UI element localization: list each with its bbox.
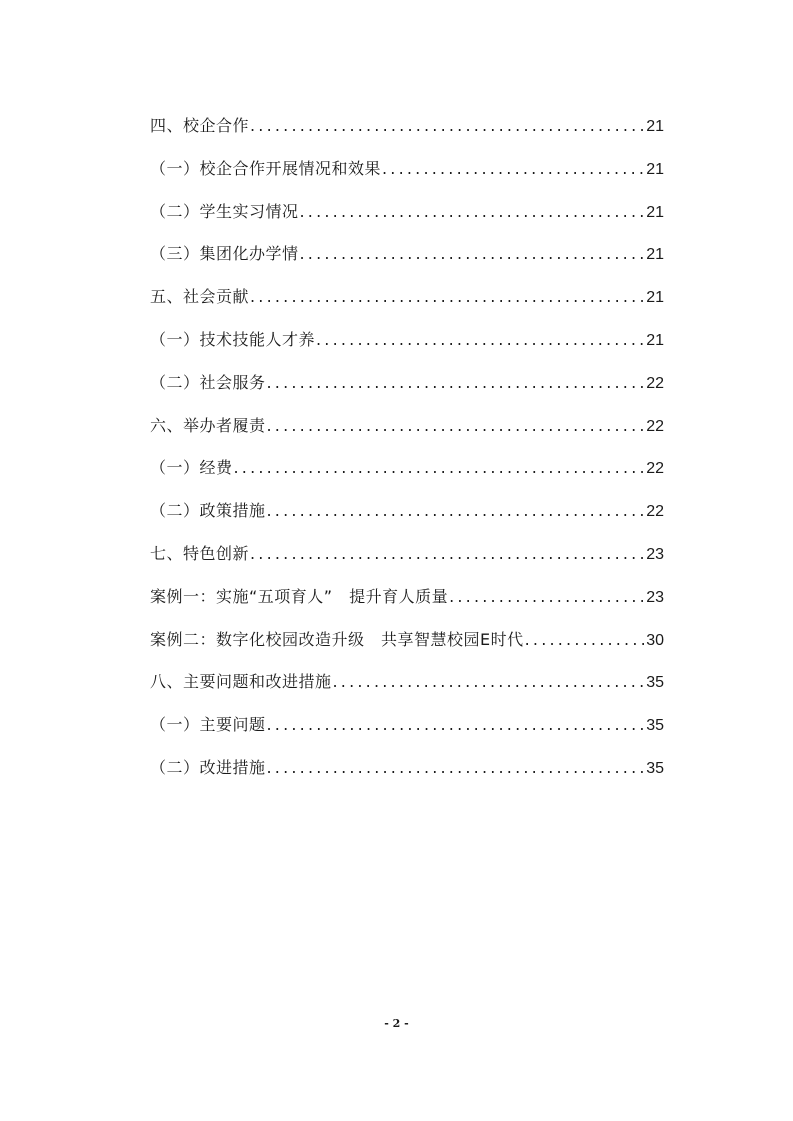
toc-entry-title: （二）学生实习情况 [150, 201, 299, 221]
toc-entry[interactable] [150, 113, 664, 156]
toc-leader-dots [382, 159, 644, 178]
toc-entry-title: （三）集团化办学情 [150, 244, 299, 264]
toc-leader-dots [234, 458, 645, 477]
toc-leader-dots [300, 202, 645, 221]
toc-entry-page: 21 [646, 331, 664, 349]
toc-entry-page: 22 [646, 503, 664, 521]
toc-entry[interactable] [150, 156, 664, 199]
toc-entry-page: 22 [646, 374, 664, 392]
toc-entry[interactable] [150, 755, 664, 798]
toc-entry-title: （二）政策措施 [150, 501, 266, 521]
toc-entry-page: 35 [646, 674, 664, 692]
toc-entry-title: 四、校企合作 [150, 116, 250, 135]
toc-entry[interactable] [150, 284, 664, 327]
toc-entry-title: 五、社会贡献 [150, 287, 250, 307]
toc-leader-dots [449, 587, 644, 606]
toc-leader-dots [267, 758, 645, 777]
toc-entry[interactable] [150, 541, 664, 584]
toc-entry-page: 35 [646, 717, 664, 735]
toc-entry[interactable] [150, 327, 664, 370]
toc-entry-title: （一）经费 [150, 458, 233, 478]
toc-entry[interactable] [150, 627, 664, 670]
toc-entry-title: 八、主要问题和改进措施 [150, 672, 332, 692]
toc-entry-title: （二）社会服务 [150, 372, 266, 392]
toc-entry-title: （一）校企合作开展情况和效果 [150, 158, 382, 178]
toc-leader-dots [333, 672, 645, 691]
toc-entry-title: 七、特色创新 [150, 543, 250, 563]
page-number: - 2 - [384, 1017, 409, 1030]
toc-leader-dots [267, 501, 645, 520]
toc-entry-page: 35 [646, 759, 664, 777]
toc-entry-page: 21 [646, 160, 664, 178]
toc-entry[interactable] [150, 241, 664, 284]
toc-entry[interactable] [150, 669, 664, 712]
toc-leader-dots [316, 330, 644, 349]
toc-entry-page: 21 [646, 118, 664, 135]
toc-entry-page: 23 [646, 545, 664, 563]
toc-entry-page: 22 [646, 460, 664, 478]
toc-leader-dots [267, 373, 645, 392]
toc-entry[interactable] [150, 199, 664, 242]
toc-leader-dots [250, 544, 644, 563]
toc-leader-dots [267, 416, 645, 435]
toc-entry-page: 30 [646, 631, 664, 649]
toc-entry-title: 案例一：实施“五项育人” 提升育人质量 [150, 586, 449, 606]
toc-leader-dots [250, 287, 644, 306]
toc-entry-page: 23 [646, 588, 664, 606]
toc-entry-title: （一）主要问题 [150, 715, 266, 735]
toc-leader-dots [525, 630, 645, 649]
toc-entry-title: 案例二：数字化校园改造升级 共享智慧校园E时代 [150, 629, 524, 649]
toc-entry-page: 21 [646, 289, 664, 307]
toc-entry-title: 六、举办者履责 [150, 415, 266, 435]
toc-entry[interactable] [150, 584, 664, 627]
toc-entry[interactable] [150, 498, 664, 541]
toc-entry-page: 22 [646, 417, 664, 435]
toc-entry[interactable] [150, 712, 664, 755]
toc-entry-page: 21 [646, 203, 664, 221]
toc-entry-title: （二）改进措施 [150, 757, 266, 777]
toc-leader-dots [267, 715, 645, 734]
toc-entry-title: （一）技术技能人才养 [150, 329, 316, 349]
toc-entry-page: 21 [646, 246, 664, 264]
toc-entry[interactable] [150, 370, 664, 413]
toc-leader-dots [300, 244, 645, 263]
table-of-contents [150, 113, 664, 798]
toc-entry[interactable] [150, 455, 664, 498]
toc-leader-dots [250, 116, 644, 135]
toc-entry[interactable] [150, 413, 664, 456]
